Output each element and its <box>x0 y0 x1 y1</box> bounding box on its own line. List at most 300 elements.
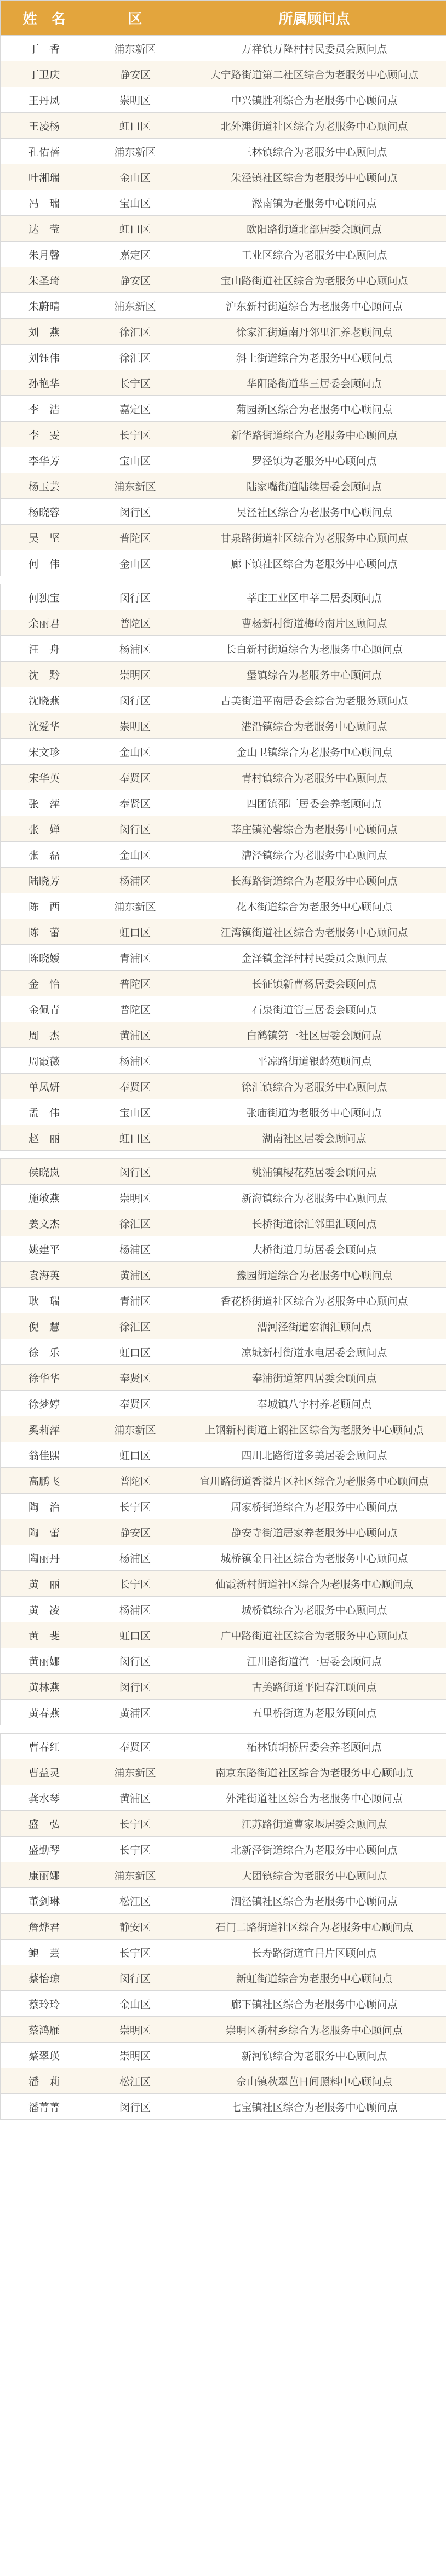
table-row <box>1 1074 446 1099</box>
district: 宝山区 <box>88 1099 182 1125</box>
table-row <box>1 293 446 319</box>
consultant-point: 白鹤镇第一社区居委会顾问点 <box>182 1022 446 1048</box>
section-divider <box>1 576 446 584</box>
consultant-point: 吴泾社区综合为老服务中心顾问点 <box>182 499 446 525</box>
consultant-point: 城桥镇金日社区综合为老服务中心顾问点 <box>182 1545 446 1571</box>
table-row <box>1 1288 446 1313</box>
person-name: 陆晓芳 <box>1 868 88 893</box>
table-header-row <box>1 1 446 36</box>
district: 普陀区 <box>88 971 182 996</box>
consultant-point: 徐家汇街道南丹邻里汇养老顾问点 <box>182 319 446 345</box>
district: 黄浦区 <box>88 1262 182 1288</box>
person-name: 耿 瑞 <box>1 1288 88 1313</box>
district: 青浦区 <box>88 945 182 971</box>
consultant-point: 长白新村街道综合为老服务中心顾问点 <box>182 636 446 662</box>
district: 浦东新区 <box>88 1416 182 1442</box>
person-name: 沈晓燕 <box>1 687 88 713</box>
table-row <box>1 662 446 687</box>
person-name: 潘 莉 <box>1 2068 88 2094</box>
person-name: 徐梦婷 <box>1 1391 88 1416</box>
consultant-point: 万祥镇万隆村村民委员会顾问点 <box>182 36 446 61</box>
person-name: 高鹏飞 <box>1 1468 88 1494</box>
consultant-point: 江湾镇街道社区综合为老服务中心顾问点 <box>182 919 446 945</box>
consultant-point: 青村镇综合为老服务中心顾问点 <box>182 765 446 790</box>
person-name: 刘 燕 <box>1 319 88 345</box>
consultant-point: 斜土街道综合为老服务中心顾问点 <box>182 345 446 370</box>
district: 崇明区 <box>88 662 182 687</box>
table-row <box>1 1494 446 1519</box>
person-name: 侯晓岚 <box>1 1159 88 1185</box>
table-row <box>1 610 446 636</box>
district: 黄浦区 <box>88 1022 182 1048</box>
table-row <box>1 87 446 113</box>
table-row <box>1 1991 446 2017</box>
district: 徐汇区 <box>88 345 182 370</box>
district: 浦东新区 <box>88 1759 182 1785</box>
consultant-point: 花木街道综合为老服务中心顾问点 <box>182 893 446 919</box>
district: 金山区 <box>88 842 182 868</box>
consultant-point: 欧阳路街道北部居委会顾问点 <box>182 216 446 242</box>
consultant-point: 长征镇新曹杨居委会顾问点 <box>182 971 446 996</box>
consultant-point: 宝山路街道社区综合为老服务中心顾问点 <box>182 267 446 293</box>
table-row <box>1 2068 446 2094</box>
table-row <box>1 1811 446 1837</box>
consultant-point: 古美路街道平阳春江顾问点 <box>182 1674 446 1700</box>
district: 虹口区 <box>88 1125 182 1151</box>
person-name: 单凤妍 <box>1 1074 88 1099</box>
consultant-point: 五里桥街道为老服务顾问点 <box>182 1700 446 1725</box>
table-row <box>1 164 446 190</box>
district: 虹口区 <box>88 216 182 242</box>
person-name: 黄 斐 <box>1 1622 88 1648</box>
consultant-point: 上钢新村街道上钢社区综合为老服务中心顾问点 <box>182 1416 446 1442</box>
person-name: 蔡玲玲 <box>1 1991 88 2017</box>
table-row <box>1 1236 446 1262</box>
district: 崇明区 <box>88 2043 182 2068</box>
consultant-point: 平凉路街道银龄苑顾问点 <box>182 1048 446 1074</box>
person-name: 何独宝 <box>1 584 88 610</box>
district: 杨浦区 <box>88 636 182 662</box>
district: 金山区 <box>88 739 182 765</box>
district: 闵行区 <box>88 2094 182 2120</box>
district: 奉贤区 <box>88 765 182 790</box>
table-row <box>1 1442 446 1468</box>
person-name: 刘钰伟 <box>1 345 88 370</box>
table-row <box>1 473 446 499</box>
person-name: 翁佳熙 <box>1 1442 88 1468</box>
person-name: 盛 弘 <box>1 1811 88 1837</box>
table-row <box>1 816 446 842</box>
table-row <box>1 396 446 422</box>
person-name: 徐 乐 <box>1 1339 88 1365</box>
person-name: 金 怡 <box>1 971 88 996</box>
person-name: 蔡怡琼 <box>1 1965 88 1991</box>
table-row <box>1 1700 446 1725</box>
table-row <box>1 945 446 971</box>
person-name: 汪 舟 <box>1 636 88 662</box>
consultant-point: 莘庄工业区申莘二居委顾问点 <box>182 584 446 610</box>
table-row <box>1 36 446 61</box>
person-name: 宋文珍 <box>1 739 88 765</box>
district: 崇明区 <box>88 87 182 113</box>
consultant-point: 港沿镇综合为老服务中心顾问点 <box>182 713 446 739</box>
district: 普陀区 <box>88 996 182 1022</box>
district: 静安区 <box>88 1914 182 1940</box>
district: 普陀区 <box>88 1468 182 1494</box>
district: 浦东新区 <box>88 36 182 61</box>
consultant-point: 漕河泾街道宏润汇顾问点 <box>182 1313 446 1339</box>
district: 黄浦区 <box>88 1700 182 1725</box>
consultant-point: 仙霞新村街道社区综合为老服务中心顾问点 <box>182 1571 446 1597</box>
person-name: 朱圣琦 <box>1 267 88 293</box>
table-row <box>1 1862 446 1888</box>
table-row <box>1 1571 446 1597</box>
table-row <box>1 267 446 293</box>
district: 虹口区 <box>88 919 182 945</box>
consultant-point: 陆家嘴街道陆续居委会顾问点 <box>182 473 446 499</box>
person-name: 丁 香 <box>1 36 88 61</box>
consultant-point: 佘山镇秋翠芭日间照料中心顾问点 <box>182 2068 446 2094</box>
district: 崇明区 <box>88 2017 182 2043</box>
section-divider <box>1 1725 446 1734</box>
district: 闵行区 <box>88 1648 182 1674</box>
person-name: 董剑琳 <box>1 1888 88 1914</box>
person-name: 鲍 芸 <box>1 1940 88 1965</box>
consultant-point: 石泉街道管三居委会顾问点 <box>182 996 446 1022</box>
consultant-point: 古美街道平南居委会综合为老服务顾问点 <box>182 687 446 713</box>
consultant-point: 香花桥街道社区综合为老服务中心顾问点 <box>182 1288 446 1313</box>
district: 金山区 <box>88 164 182 190</box>
district: 长宁区 <box>88 1494 182 1519</box>
consultant-point: 江苏路街道曹家堰居委会顾问点 <box>182 1811 446 1837</box>
person-name: 姚建平 <box>1 1236 88 1262</box>
table-row <box>1 499 446 525</box>
table-row <box>1 790 446 816</box>
district: 长宁区 <box>88 1940 182 1965</box>
district: 虹口区 <box>88 1622 182 1648</box>
table-row <box>1 447 446 473</box>
table-row <box>1 1519 446 1545</box>
district: 奉贤区 <box>88 790 182 816</box>
person-name: 盛勤琴 <box>1 1837 88 1862</box>
district: 浦东新区 <box>88 1862 182 1888</box>
person-name: 达 莹 <box>1 216 88 242</box>
district: 浦东新区 <box>88 473 182 499</box>
consultant-point: 菊园新区综合为老服务中心顾问点 <box>182 396 446 422</box>
table-row <box>1 919 446 945</box>
table-row <box>1 842 446 868</box>
person-name: 杨玉芸 <box>1 473 88 499</box>
person-name: 黄林燕 <box>1 1674 88 1700</box>
district: 青浦区 <box>88 1288 182 1313</box>
table-row <box>1 1674 446 1700</box>
table-row <box>1 550 446 576</box>
district: 奉贤区 <box>88 1074 182 1099</box>
table-row <box>1 1048 446 1074</box>
person-name: 陶 蕾 <box>1 1519 88 1545</box>
district: 杨浦区 <box>88 1597 182 1622</box>
district: 普陀区 <box>88 525 182 550</box>
district: 黄浦区 <box>88 1785 182 1811</box>
consultant-point: 罗泾镇为老服务中心顾问点 <box>182 447 446 473</box>
consultant-point: 桃浦镇樱花苑居委会顾问点 <box>182 1159 446 1185</box>
person-name: 徐华华 <box>1 1365 88 1391</box>
table-row <box>1 1965 446 1991</box>
consultant-point: 新虹街道综合为老服务中心顾问点 <box>182 1965 446 1991</box>
person-name: 奚莉萍 <box>1 1416 88 1442</box>
person-name: 黄 凌 <box>1 1597 88 1622</box>
table-row <box>1 139 446 164</box>
district: 奉贤区 <box>88 1734 182 1759</box>
district: 奉贤区 <box>88 1391 182 1416</box>
person-name: 宋华英 <box>1 765 88 790</box>
table-row <box>1 1262 446 1288</box>
district: 闵行区 <box>88 499 182 525</box>
consultant-point: 金山卫镇综合为老服务中心顾问点 <box>182 739 446 765</box>
district: 浦东新区 <box>88 139 182 164</box>
person-name: 周霞薇 <box>1 1048 88 1074</box>
consultant-point: 豫园街道综合为老服务中心顾问点 <box>182 1262 446 1288</box>
district: 长宁区 <box>88 422 182 447</box>
table-row <box>1 61 446 87</box>
consultant-point: 沪东新村街道综合为老服务中心顾问点 <box>182 293 446 319</box>
district: 宝山区 <box>88 190 182 216</box>
consultant-point: 甘泉路街道社区综合为老服务中心顾问点 <box>182 525 446 550</box>
person-name: 李 洁 <box>1 396 88 422</box>
section-divider <box>1 1151 446 1159</box>
table-row <box>1 1622 446 1648</box>
person-name: 周 杰 <box>1 1022 88 1048</box>
district: 崇明区 <box>88 713 182 739</box>
district: 金山区 <box>88 550 182 576</box>
table-row <box>1 1914 446 1940</box>
person-name: 叶湘瑞 <box>1 164 88 190</box>
table-row <box>1 370 446 396</box>
consultant-point: 广中路街道社区综合为老服务中心顾问点 <box>182 1622 446 1648</box>
consultant-point: 金泽镇金泽村村民委员会顾问点 <box>182 945 446 971</box>
district: 浦东新区 <box>88 893 182 919</box>
district: 长宁区 <box>88 1837 182 1862</box>
table-body <box>1 36 446 2120</box>
district: 闵行区 <box>88 584 182 610</box>
person-name: 陈 蕾 <box>1 919 88 945</box>
consultant-point: 工业区综合为老服务中心顾问点 <box>182 242 446 267</box>
table-row <box>1 1468 446 1494</box>
table-row <box>1 1099 446 1125</box>
table-row <box>1 1391 446 1416</box>
consultant-point: 大团镇综合为老服务中心顾问点 <box>182 1862 446 1888</box>
header-district: 区 <box>88 1 182 36</box>
person-name: 蔡鸿雁 <box>1 2017 88 2043</box>
table-row <box>1 113 446 139</box>
consultant-point: 北新泾街道综合为老服务中心顾问点 <box>182 1837 446 1862</box>
table-row <box>1 1125 446 1151</box>
consultant-point: 奉城镇八字村养老顾问点 <box>182 1391 446 1416</box>
person-name: 沈爱华 <box>1 713 88 739</box>
consultant-point: 大桥街道月坊居委会顾问点 <box>182 1236 446 1262</box>
consultant-point: 静安寺街道居家养老服务中心顾问点 <box>182 1519 446 1545</box>
district: 闵行区 <box>88 1674 182 1700</box>
district: 闵行区 <box>88 816 182 842</box>
district: 静安区 <box>88 267 182 293</box>
consultant-point: 北外滩街道社区综合为老服务中心顾问点 <box>182 113 446 139</box>
consultant-point: 长海路街道综合为老服务中心顾问点 <box>182 868 446 893</box>
table-row <box>1 765 446 790</box>
district: 松江区 <box>88 2068 182 2094</box>
district: 杨浦区 <box>88 1236 182 1262</box>
person-name: 黄春燕 <box>1 1700 88 1725</box>
table-row <box>1 2043 446 2068</box>
table-row <box>1 971 446 996</box>
person-name: 吴 坚 <box>1 525 88 550</box>
table-row <box>1 2094 446 2120</box>
person-name: 王丹凤 <box>1 87 88 113</box>
person-name: 张 婵 <box>1 816 88 842</box>
table-row <box>1 1210 446 1236</box>
table-row <box>1 1648 446 1674</box>
table-row <box>1 1313 446 1339</box>
person-name: 袁海英 <box>1 1262 88 1288</box>
district: 闵行区 <box>88 1965 182 1991</box>
person-name: 赵 丽 <box>1 1125 88 1151</box>
table-row <box>1 1545 446 1571</box>
consultant-point: 漕泾镇综合为老服务中心顾问点 <box>182 842 446 868</box>
person-name: 潘菁菁 <box>1 2094 88 2120</box>
consultant-point: 七宝镇社区综合为老服务中心顾问点 <box>182 2094 446 2120</box>
person-name: 李华芳 <box>1 447 88 473</box>
table-row <box>1 1339 446 1365</box>
person-name: 余丽君 <box>1 610 88 636</box>
consultant-point: 城桥镇综合为老服务中心顾问点 <box>182 1597 446 1622</box>
consultant-point: 南京东路街道社区综合为老服务中心顾问点 <box>182 1759 446 1785</box>
consultant-point: 石门二路街道社区综合为老服务中心顾问点 <box>182 1914 446 1940</box>
table-row <box>1 687 446 713</box>
table-row <box>1 1159 446 1185</box>
district: 普陀区 <box>88 610 182 636</box>
person-name: 王凌杨 <box>1 113 88 139</box>
person-name: 倪 慧 <box>1 1313 88 1339</box>
table-row <box>1 1837 446 1862</box>
district: 浦东新区 <box>88 293 182 319</box>
table-row <box>1 1365 446 1391</box>
table-row <box>1 525 446 550</box>
district: 静安区 <box>88 61 182 87</box>
district: 杨浦区 <box>88 1545 182 1571</box>
table-row <box>1 893 446 919</box>
district: 长宁区 <box>88 1811 182 1837</box>
table-row <box>1 584 446 610</box>
table-row <box>1 422 446 447</box>
consultant-point: 莘庄镇沁馨综合为老服务中心顾问点 <box>182 816 446 842</box>
header-consultant-point: 所属顾问点 <box>182 1 446 36</box>
consultant-point: 四川北路街道多美居委会顾问点 <box>182 1442 446 1468</box>
person-name: 姜文杰 <box>1 1210 88 1236</box>
district: 松江区 <box>88 1888 182 1914</box>
section-divider-cell <box>1 576 446 584</box>
district: 闵行区 <box>88 687 182 713</box>
district: 闵行区 <box>88 1159 182 1185</box>
person-name: 张 萍 <box>1 790 88 816</box>
table-row <box>1 868 446 893</box>
district: 虹口区 <box>88 1442 182 1468</box>
person-name: 朱蔚晴 <box>1 293 88 319</box>
consultant-point: 泗泾镇社区综合为老服务中心顾问点 <box>182 1888 446 1914</box>
table-row <box>1 713 446 739</box>
consultant-point: 淞南镇为老服务中心顾问点 <box>182 190 446 216</box>
table-row <box>1 345 446 370</box>
table-row <box>1 996 446 1022</box>
table-row <box>1 1785 446 1811</box>
table-row <box>1 1022 446 1048</box>
consultant-point: 新海镇综合为老服务中心顾问点 <box>182 1185 446 1210</box>
person-name: 陈 西 <box>1 893 88 919</box>
table-row <box>1 739 446 765</box>
table-row <box>1 1416 446 1442</box>
person-name: 黄丽娜 <box>1 1648 88 1674</box>
consultant-point: 湖南社区居委会顾问点 <box>182 1125 446 1151</box>
consultant-point: 三林镇综合为老服务中心顾问点 <box>182 139 446 164</box>
consultant-point: 江川路街道汽一居委会顾问点 <box>182 1648 446 1674</box>
consultant-point: 长寿路街道宜昌片区顾问点 <box>182 1940 446 1965</box>
section-divider-cell <box>1 1725 446 1734</box>
consultant-point: 廊下镇社区综合为老服务中心顾问点 <box>182 550 446 576</box>
person-name: 施敏燕 <box>1 1185 88 1210</box>
consultant-point: 廊下镇社区综合为老服务中心顾问点 <box>182 1991 446 2017</box>
table-row <box>1 319 446 345</box>
consultant-point: 崇明区新村乡综合为老服务中心顾问点 <box>182 2017 446 2043</box>
person-name: 丁卫庆 <box>1 61 88 87</box>
person-name: 金佩青 <box>1 996 88 1022</box>
person-name: 冯 瑞 <box>1 190 88 216</box>
table-row <box>1 1597 446 1622</box>
district: 嘉定区 <box>88 396 182 422</box>
district: 徐汇区 <box>88 319 182 345</box>
consultant-point: 张庙街道为老服务中心顾问点 <box>182 1099 446 1125</box>
table-row <box>1 636 446 662</box>
consultant-point: 徐汇镇综合为老服务中心顾问点 <box>182 1074 446 1099</box>
person-name: 沈 黔 <box>1 662 88 687</box>
person-name: 何 伟 <box>1 550 88 576</box>
consultant-point: 朱泾镇社区综合为老服务中心顾问点 <box>182 164 446 190</box>
person-name: 陶丽丹 <box>1 1545 88 1571</box>
consultant-point: 中兴镇胜利综合为老服务中心顾问点 <box>182 87 446 113</box>
consultant-point: 宜川路街道香溢片区社区综合为老服务中心顾问点 <box>182 1468 446 1494</box>
person-name: 李 雯 <box>1 422 88 447</box>
district: 虹口区 <box>88 113 182 139</box>
person-name: 陈晓嫒 <box>1 945 88 971</box>
table-row <box>1 1940 446 1965</box>
district: 崇明区 <box>88 1185 182 1210</box>
person-name: 曹春红 <box>1 1734 88 1759</box>
consultant-point: 大宁路街道第二社区综合为老服务中心顾问点 <box>182 61 446 87</box>
district: 奉贤区 <box>88 1365 182 1391</box>
consultant-point: 新河镇综合为老服务中心顾问点 <box>182 2043 446 2068</box>
person-name: 杨晓蓉 <box>1 499 88 525</box>
person-name: 康丽娜 <box>1 1862 88 1888</box>
table-row <box>1 2017 446 2043</box>
district: 长宁区 <box>88 1571 182 1597</box>
consultant-point: 四团镇邵厂居委会养老顾问点 <box>182 790 446 816</box>
district: 嘉定区 <box>88 242 182 267</box>
consultant-point: 新华路街道综合为老服务中心顾问点 <box>182 422 446 447</box>
person-name: 张 磊 <box>1 842 88 868</box>
consultant-point: 周家桥街道综合为老服务中心顾问点 <box>182 1494 446 1519</box>
header-name: 姓 名 <box>1 1 88 36</box>
person-name: 龚水琴 <box>1 1785 88 1811</box>
table-row <box>1 216 446 242</box>
consultant-point: 奉浦街道第四居委会顾问点 <box>182 1365 446 1391</box>
district: 宝山区 <box>88 447 182 473</box>
